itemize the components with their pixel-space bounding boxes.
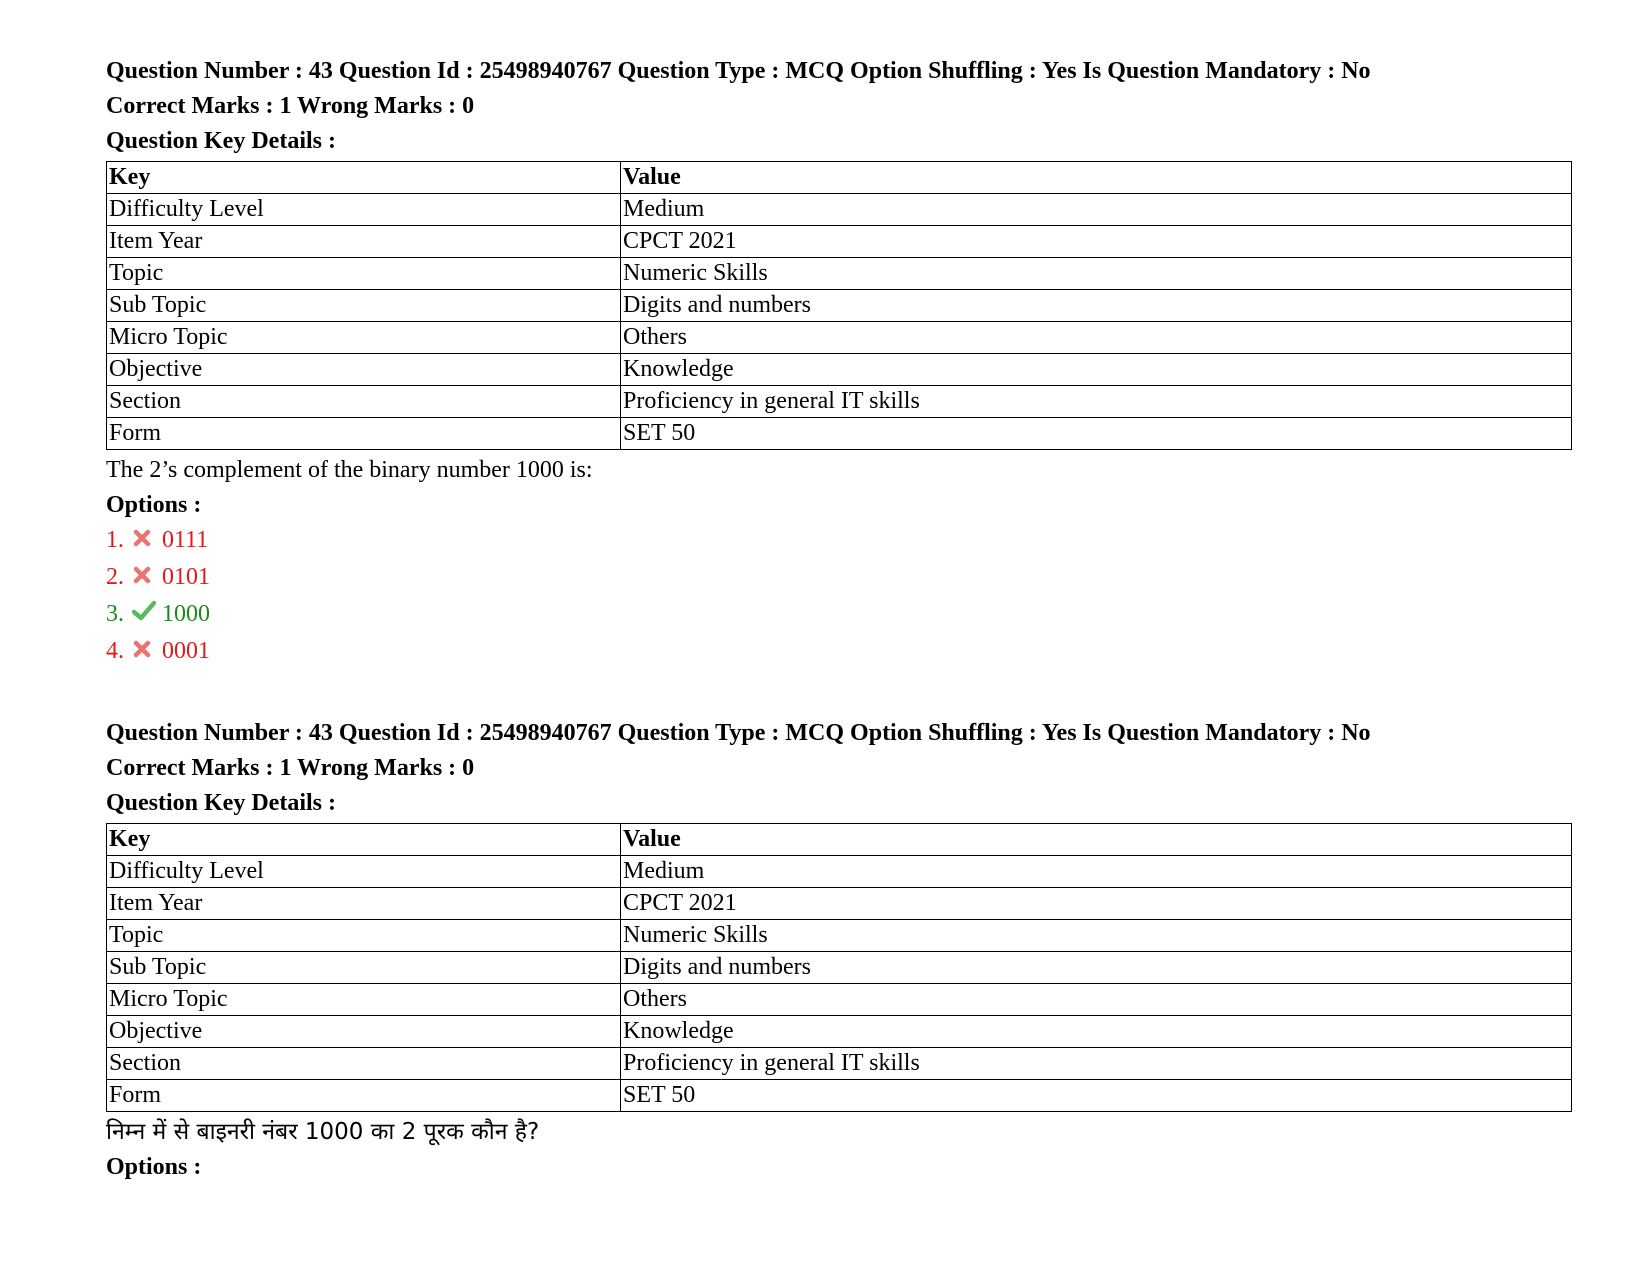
table-cell-key: Topic — [107, 258, 621, 290]
table-cell-key: Form — [107, 418, 621, 450]
table-cell-value: Knowledge — [621, 354, 1572, 386]
table-row — [107, 386, 1572, 418]
options-label: Options : — [106, 492, 202, 518]
table-header-key: Key — [107, 824, 621, 856]
check-icon — [132, 597, 156, 621]
option-number: 4. — [106, 638, 124, 664]
option-number: 3. — [106, 601, 124, 627]
table-header-key: Key — [107, 162, 621, 194]
question-block-english — [106, 54, 1572, 670]
document-page — [106, 54, 1572, 1184]
table-cell-key: Difficulty Level — [107, 194, 621, 226]
option-number: 1. — [106, 527, 124, 553]
question-header-line: Question Number : 43 Question Id : 25498940767 Question Type : MCQ Option Shuffling : Yes Is Question Mandatory : No — [106, 720, 1371, 746]
table-cell-value: CPCT 2021 — [621, 888, 1572, 920]
table-cell-value: SET 50 — [621, 418, 1572, 450]
table-header-value: Value — [621, 824, 1572, 856]
table-row — [107, 952, 1572, 984]
table-cell-value: Digits and numbers — [621, 290, 1572, 322]
table-cell-value: CPCT 2021 — [621, 226, 1572, 258]
table-cell-value: Others — [621, 984, 1572, 1016]
cross-icon — [132, 634, 156, 658]
table-cell-key: Form — [107, 1080, 621, 1112]
marks-line: Correct Marks : 1 Wrong Marks : 0 — [106, 755, 475, 781]
table-cell-key: Section — [107, 386, 621, 418]
table-row — [107, 226, 1572, 258]
option-item — [106, 633, 1572, 670]
option-text: 0111 — [162, 527, 209, 553]
question-text: निम्न में से बाइनरी नंबर 1000 का 2 पूरक कौन है? — [106, 1119, 540, 1145]
table-header-value: Value — [621, 162, 1572, 194]
table-cell-value: Digits and numbers — [621, 952, 1572, 984]
marks-line: Correct Marks : 1 Wrong Marks : 0 — [106, 93, 475, 119]
option-item — [106, 522, 1572, 559]
table-row — [107, 354, 1572, 386]
table-cell-value: SET 50 — [621, 1080, 1572, 1112]
table-cell-key: Item Year — [107, 226, 621, 258]
option-text: 1000 — [162, 601, 210, 627]
table-row — [107, 984, 1572, 1016]
table-header-row — [107, 824, 1572, 856]
table-cell-key: Objective — [107, 354, 621, 386]
table-cell-value: Knowledge — [621, 1016, 1572, 1048]
table-header-row — [107, 162, 1572, 194]
table-cell-key: Item Year — [107, 888, 621, 920]
table-row — [107, 856, 1572, 888]
table-cell-value: Proficiency in general IT skills — [621, 1048, 1572, 1080]
table-cell-value: Medium — [621, 856, 1572, 888]
key-details-table — [106, 161, 1572, 450]
table-row — [107, 290, 1572, 322]
table-cell-value: Medium — [621, 194, 1572, 226]
question-block-hindi — [106, 716, 1572, 1184]
key-details-table — [106, 823, 1572, 1112]
options-label: Options : — [106, 1154, 202, 1180]
option-item — [106, 559, 1572, 596]
table-row — [107, 258, 1572, 290]
table-cell-key: Micro Topic — [107, 984, 621, 1016]
table-cell-key: Micro Topic — [107, 322, 621, 354]
cross-icon — [132, 523, 156, 547]
question-header-line: Question Number : 43 Question Id : 25498940767 Question Type : MCQ Option Shuffling : Yes Is Question Mandatory : No — [106, 58, 1371, 84]
table-row — [107, 322, 1572, 354]
table-cell-key: Objective — [107, 1016, 621, 1048]
question-text: The 2’s complement of the binary number 1000 is: — [106, 457, 593, 483]
table-cell-key: Sub Topic — [107, 952, 621, 984]
table-row — [107, 888, 1572, 920]
table-cell-key: Sub Topic — [107, 290, 621, 322]
table-cell-value: Proficiency in general IT skills — [621, 386, 1572, 418]
table-cell-key: Topic — [107, 920, 621, 952]
cross-icon — [132, 560, 156, 584]
table-row — [107, 1080, 1572, 1112]
option-text: 0101 — [162, 564, 210, 590]
option-item — [106, 596, 1572, 633]
option-number: 2. — [106, 564, 124, 590]
table-cell-value: Numeric Skills — [621, 920, 1572, 952]
table-cell-key: Section — [107, 1048, 621, 1080]
table-row — [107, 418, 1572, 450]
option-text: 0001 — [162, 638, 210, 664]
table-row — [107, 194, 1572, 226]
table-row — [107, 1048, 1572, 1080]
table-row — [107, 920, 1572, 952]
table-cell-value: Others — [621, 322, 1572, 354]
key-details-label: Question Key Details : — [106, 790, 336, 816]
key-details-label: Question Key Details : — [106, 128, 336, 154]
table-cell-key: Difficulty Level — [107, 856, 621, 888]
table-row — [107, 1016, 1572, 1048]
table-cell-value: Numeric Skills — [621, 258, 1572, 290]
